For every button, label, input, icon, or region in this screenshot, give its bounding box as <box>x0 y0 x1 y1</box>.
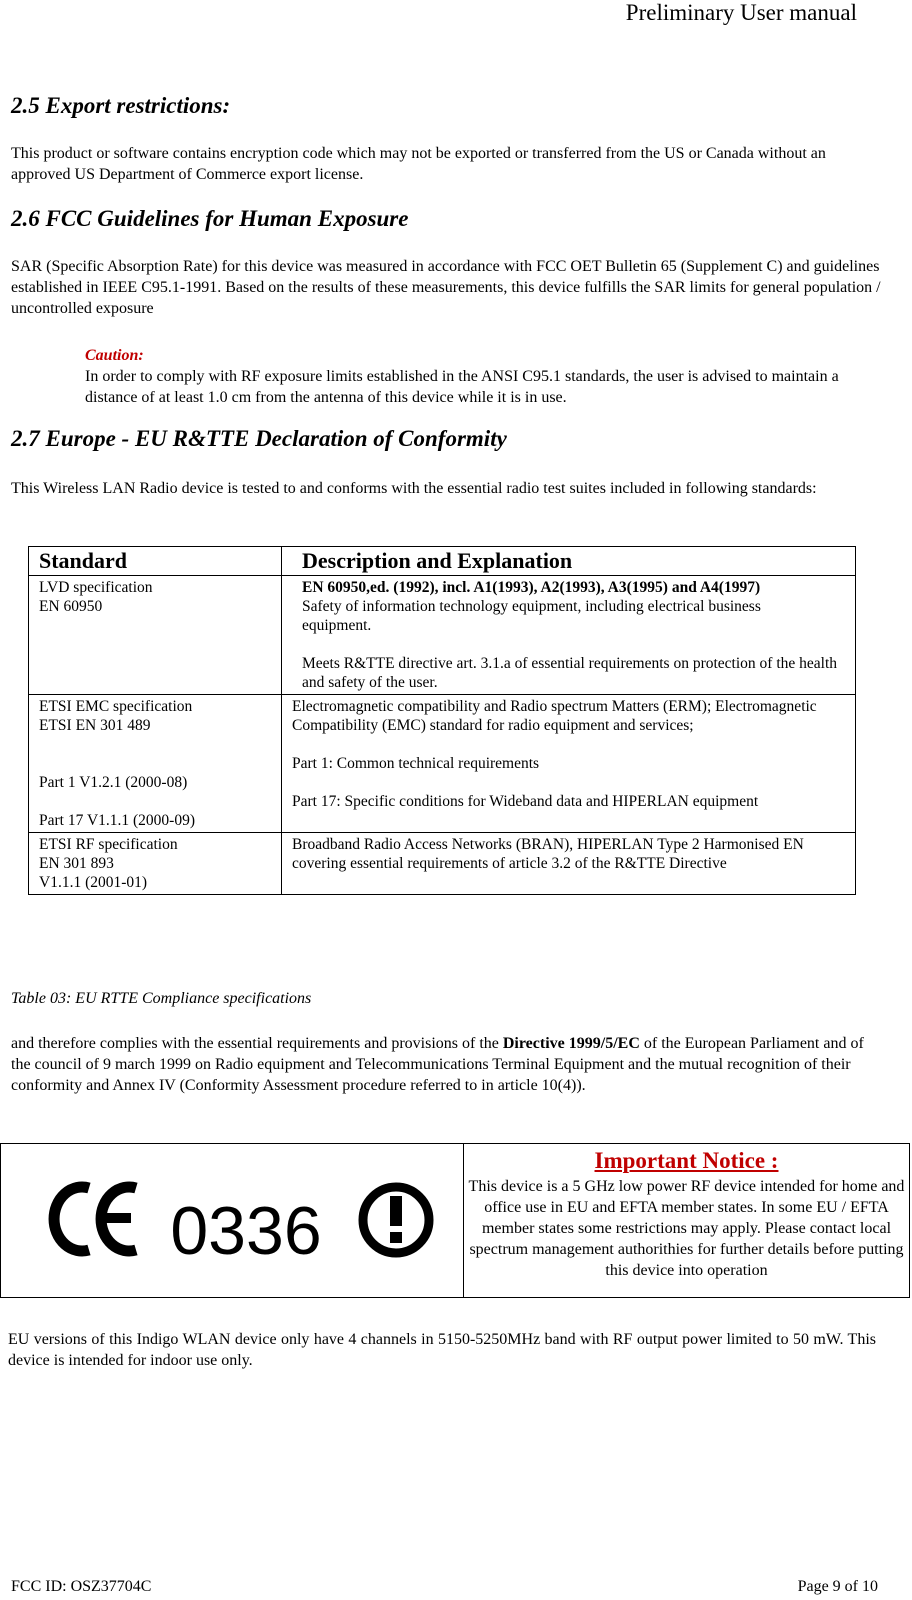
section-2-7-body: This Wireless LAN Radio device is tested to and conforms with the essential radio test suites included in following standards: <box>11 480 817 497</box>
section-2-6-body: SAR (Specific Absorption Rate) for this device was measured in accordance with FCC OET Bulletin 65 (Supplement C) and guidelines established in IEEE C95.1-1991. Based on the results of these measurements, this device fulfills the SAR limits for general population / uncontrolled exposure <box>11 258 881 317</box>
cell-text: EN 301 893 <box>39 855 114 872</box>
cell-text <box>292 773 845 792</box>
cell-text <box>302 635 845 654</box>
caution-label: Caution: <box>85 347 144 364</box>
cell-text: ETSI RF specification <box>39 836 178 853</box>
important-notice-box <box>0 1143 910 1298</box>
row2-description-cell <box>282 695 856 833</box>
section-2-5-body: This product or software contains encryption code which may not be exported or transferred from the US or Canada without an approved US Department of Commerce export license. <box>11 145 826 183</box>
row2-standard-cell <box>29 695 282 833</box>
ce-mark-e-bar <box>97 1213 131 1223</box>
cell-text: Part 1: Common technical requirements <box>292 755 540 772</box>
footer-fcc-id: FCC ID: OSZ37704C <box>11 1578 152 1595</box>
notified-body-number: 0336 <box>170 1193 322 1269</box>
cell-text: EN 60950 <box>39 598 103 615</box>
footer-page-number: Page 9 of 10 <box>797 1578 878 1595</box>
notice-text-panel <box>464 1144 909 1297</box>
cell-text: ETSI EN 301 489 <box>39 717 151 734</box>
row1-description-cell <box>282 576 856 695</box>
cell-text: ETSI EMC specification <box>39 698 193 715</box>
col-header-description: Description and Explanation <box>282 547 856 576</box>
standards-table <box>28 546 856 895</box>
ce-mark-logo <box>1 1144 463 1297</box>
eu-channel-note: EU versions of this Indigo WLAN device only have 4 channels in 5150-5250MHz band with RF output power limited to 50 mW. This device is intended for indoor use only. <box>8 1331 876 1369</box>
section-2-5-heading: 2.5 Export restrictions: <box>11 93 231 118</box>
section-2-6-heading: 2.6 FCC Guidelines for Human Exposure <box>11 206 409 231</box>
page-header-title: Preliminary User manual <box>625 0 857 25</box>
cell-text: Part 1 V1.2.1 (2000-08) <box>39 774 188 791</box>
cell-text <box>39 735 271 754</box>
cell-text: Part 17: Specific conditions for Wideband data and HIPERLAN equipment <box>292 793 759 810</box>
cell-text: Broadband Radio Access Networks (BRAN), HIPERLAN Type 2 Harmonised EN covering essential requirements of article 3.2 of the R&TTE Directive <box>292 836 804 872</box>
row3-standard-cell <box>29 833 282 895</box>
table-row <box>29 833 856 895</box>
cell-text-bold: EN 60950,ed. (1992), incl. A1(1993), A2(1993), A3(1995) and A4(1997) <box>302 579 761 596</box>
cell-text: equipment. <box>302 617 372 634</box>
cell-text <box>39 754 271 773</box>
notice-title: Important Notice : <box>594 1148 779 1173</box>
compliance-paragraph <box>11 1033 886 1096</box>
cell-text <box>39 792 271 811</box>
row1-standard-cell <box>29 576 282 695</box>
row3-description-cell <box>282 833 856 895</box>
compliance-text-before: and therefore complies with the essential requirements and provisions of the <box>11 1035 503 1052</box>
col-header-standard: Standard <box>29 547 282 576</box>
section-2-7-heading: 2.7 Europe - EU R&TTE Declaration of Conformity <box>11 426 507 451</box>
cell-text: Electromagnetic compatibility and Radio spectrum Matters (ERM); Electromagnetic Compatibility (EMC) standard for radio equipment and services; <box>292 698 817 734</box>
cell-text <box>292 735 845 754</box>
table-row <box>29 695 856 833</box>
notice-body: This device is a 5 GHz low power RF device intended for home and office use in EU and EFTA member states. In some EU / EFTA member states some restrictions may apply. Please contact local spectrum management authorithies for further details before putting this device into operation <box>468 1178 905 1279</box>
table-row <box>29 576 856 695</box>
ce-mark-panel <box>1 1144 464 1297</box>
compliance-text-after: of the European Parliament and of the council of 9 march 1999 on Radio equipment and Telecommunications Terminal Equipment and the mutual recognition of their conformity and Annex IV (Conformity Assessment procedure referred to in article 10(4)). <box>11 1035 864 1094</box>
cell-text: LVD specification <box>39 579 153 596</box>
table-header-row <box>29 547 856 576</box>
ce-mark-c-icon <box>54 1187 89 1251</box>
cell-text: Part 17 V1.1.1 (2000-09) <box>39 812 195 829</box>
cell-text: V1.1.1 (2001-01) <box>39 874 148 891</box>
table-caption: Table 03: EU RTTE Compliance specifications <box>11 990 312 1007</box>
cell-text: Meets R&TTE directive art. 3.1.a of essential requirements on protection of the health and safety of the user. <box>302 655 838 691</box>
caution-text: In order to comply with RF exposure limits established in the ANSI C95.1 standards, the user is advised to maintain a distance of at least 1.0 cm from the antenna of this device while it is in use. <box>85 368 839 406</box>
cell-text: Safety of information technology equipment, including electrical business <box>302 598 761 615</box>
directive-reference: Directive 1999/5/EC <box>502 1035 640 1052</box>
